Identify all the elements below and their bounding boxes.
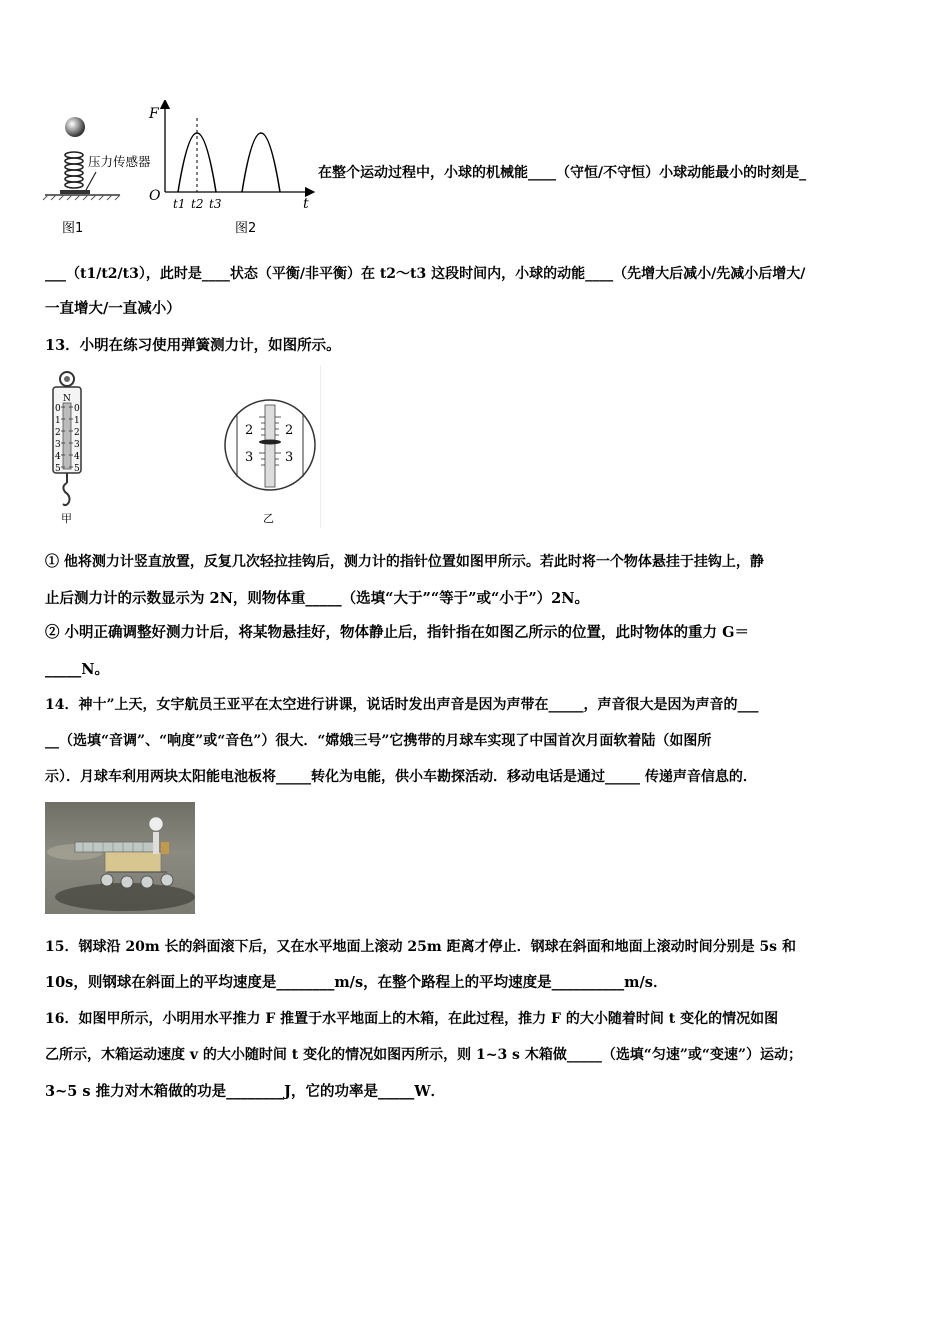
caption-jia: 甲 bbox=[61, 512, 72, 525]
force-pulse-2 bbox=[242, 133, 280, 192]
tick-jia-r1: 1 bbox=[74, 416, 80, 426]
q13-figures bbox=[45, 365, 321, 528]
origin-label: O bbox=[149, 188, 161, 204]
q13-part2-line-1: ② 小明正确调整好测力计后，将某物悬挂好，物体静止后，指针指在如图乙所示的位置，此时物体的重力 G＝ bbox=[45, 624, 749, 641]
y-axis-label: F bbox=[149, 106, 159, 122]
tick-yi-2-right: 2 bbox=[285, 423, 294, 438]
q15-line-1: 15．钢球沿 20m 长的斜面滚下后，又在水平地面上滚动 25m 距离才停止．钢球在斜面和地面上滚动时间分别是 5s 和 bbox=[45, 939, 796, 955]
tick-jia-2: 2 bbox=[55, 428, 61, 438]
tick-jia-0: 0 bbox=[55, 404, 61, 414]
q14-line-1: 14．神十”上天，女宇航员王亚平在太空进行讲课，说话时发出声音是因为声带在_____，声音很大是因为声音的___ bbox=[45, 697, 759, 713]
lunar-rover-photo bbox=[45, 802, 195, 914]
pressure-sensor-label: 压力传感器 bbox=[88, 154, 151, 169]
tick-jia-1: 1 bbox=[55, 416, 61, 426]
q16-line-3: 3~5 s 推力对木箱做的功是________J，它的功率是_____W． bbox=[45, 1083, 445, 1100]
q16-line-2: 乙所示，木箱运动速度 v 的大小随时间 t 变化的情况如图丙所示，则 1~3 s 木箱做_____（选填“匀速”或“变速”）运动； bbox=[45, 1047, 803, 1063]
figure-2-caption: 图2 bbox=[235, 221, 257, 236]
tick-yi-3-left: 3 bbox=[245, 450, 254, 465]
tick-yi-2-left: 2 bbox=[245, 423, 254, 438]
spring-scale-diagrams bbox=[45, 365, 320, 528]
q13-part2-line-2: _____N。 bbox=[45, 661, 110, 678]
t1-label: t1 bbox=[173, 197, 186, 211]
q15-line-2: 10s，则钢球在斜面上的平均速度是________m/s，在整个路程上的平均速度是__________m/s． bbox=[45, 974, 668, 991]
q16-line-1: 16．如图甲所示，小明用水平推力 F 推置于水平地面上的木箱，在此过程，推力 F 的大小随着时间 t 变化的情况如图 bbox=[45, 1011, 779, 1027]
q12-line-3: 一直增大/一直减小） bbox=[45, 300, 181, 317]
x-axis-label: t bbox=[303, 196, 309, 212]
tick-jia-r2: 2 bbox=[74, 428, 80, 438]
lunar-rover-illustration bbox=[45, 802, 195, 914]
q13-title: 13．小明在练习使用弹簧测力计，如图所示。 bbox=[45, 337, 341, 354]
caption-yi: 乙 bbox=[263, 512, 274, 525]
q13-part1-line-2: 止后测力计的示数显示为 2N，则物体重_____（选填“大于”“等于”或“小于”）2N。 bbox=[45, 590, 590, 607]
spring bbox=[65, 152, 83, 188]
t3-label: t3 bbox=[209, 197, 222, 211]
tick-jia-r3: 3 bbox=[74, 440, 80, 450]
spring-scale-jia bbox=[53, 372, 81, 505]
q12-figure-2 bbox=[145, 100, 320, 240]
tick-jia-3: 3 bbox=[55, 440, 61, 450]
pointer bbox=[259, 440, 281, 445]
q14-line-3: 示）．月球车利用两块太阳能电池板将_____转化为电能，供小车勘探活动．移动电话是通过_____ 传递声音信息的． bbox=[45, 769, 757, 785]
q12-line-1: 在整个运动过程中，小球的机械能____（守恒/不守恒）小球动能最小的时刻是_ bbox=[318, 165, 807, 181]
force-time-graph bbox=[145, 100, 320, 240]
q13-part1-line-1: ① 他将测力计竖直放置，反复几次轻拉挂钩后，测力计的指针位置如图甲所示。若此时将一个物体悬挂于挂钩上，静 bbox=[45, 554, 764, 570]
q12-line-2: ___（t1/t2/t3），此时是____状态（平衡/非平衡）在 t2～t3 这段时间内，小球的动能____（先增大后减小/先减小后增大/ bbox=[45, 266, 806, 282]
q14-line-2: __（选填“音调”、“响度”或“音色”）很大．“嫦娥三号”它携带的月球车实现了中国首次月面软着陆（如图所 bbox=[45, 733, 712, 749]
tick-jia-4: 4 bbox=[55, 452, 61, 462]
tick-jia-5: 5 bbox=[55, 464, 61, 474]
tick-yi-3-right: 3 bbox=[285, 450, 294, 465]
scale-jia-unit: N bbox=[63, 394, 71, 404]
figure-1-caption: 图1 bbox=[62, 221, 84, 236]
sensor-plate bbox=[60, 190, 90, 194]
tick-jia-r0: 0 bbox=[74, 404, 80, 414]
magnified-scale-yi bbox=[225, 400, 315, 490]
tick-jia-r4: 4 bbox=[74, 452, 80, 462]
tick-jia-r5: 5 bbox=[74, 464, 80, 474]
ball bbox=[65, 117, 85, 137]
t2-label: t2 bbox=[191, 197, 204, 211]
